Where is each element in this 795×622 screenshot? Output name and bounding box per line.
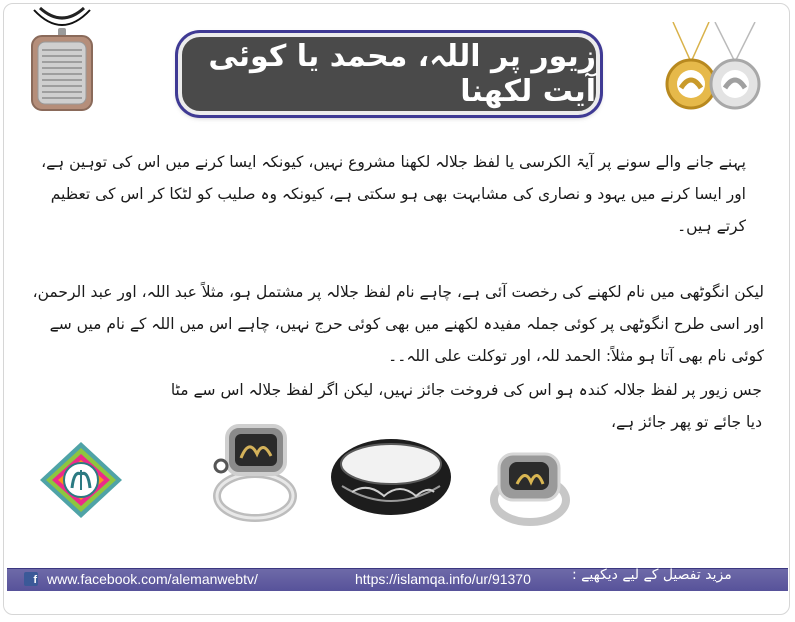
pendant-image	[20, 6, 104, 114]
necklaces-image	[655, 22, 770, 112]
paragraph-2: لیکن انگوٹھی میں نام لکھنے کی رخصت آئی ہے، چاہے نام لفظ جلالہ پر مشتمل ہو، مثلاً عبد اللہ، اور عبد الرحمن، اور اسی طرح انگوٹھی پر کوئی جملہ مفیدہ لکھنے میں بھی کوئی حرج نہیں، چاہے اس میں اللہ کے نام میں سے کوئی نام بھی آتا ہو مثلاً: الحمد للہ، اور توکلت علی اللہ۔۔	[32, 283, 764, 365]
facebook-icon[interactable]: f	[24, 572, 38, 586]
page-title: زیور پر اللہ، محمد یا کوئی آیت لکھنا	[208, 39, 596, 109]
silver-ring-image	[205, 418, 305, 526]
more-details-label: مزید تفصیل کے لیے دیکھیے :	[572, 567, 732, 583]
aleman-logo	[38, 440, 124, 520]
allah-ring-image	[487, 444, 573, 526]
source-link[interactable]: https://islamqa.info/ur/91370	[355, 571, 531, 587]
paragraph-1: پہنے جانے والے سونے پر آیۃ الکرسی یا لفظ جلالہ لکھنا مشروع نہیں، کیونکہ ایسا کرنے میں اس کی توہین ہے، اور ایسا کرنے میں یہود و نصاری کی مشابہت بھی ہو سکتی ہے، کیونکہ وہ صلیب کو لٹکا کر اس کی تعظیم کرتے ہیں۔	[41, 153, 746, 235]
facebook-link[interactable]: www.facebook.com/alemanwebtv/	[47, 571, 258, 587]
paragraph-3: جس زیور پر لفظ جلالہ کندہ ہو اس کی فروخت جائز نہیں، لیکن اگر لفظ جلالہ اس سے مٹا دیا جائے تو پھر جائز ہے،	[170, 381, 762, 431]
black-band-ring-image	[328, 434, 454, 520]
title-banner	[178, 33, 600, 115]
